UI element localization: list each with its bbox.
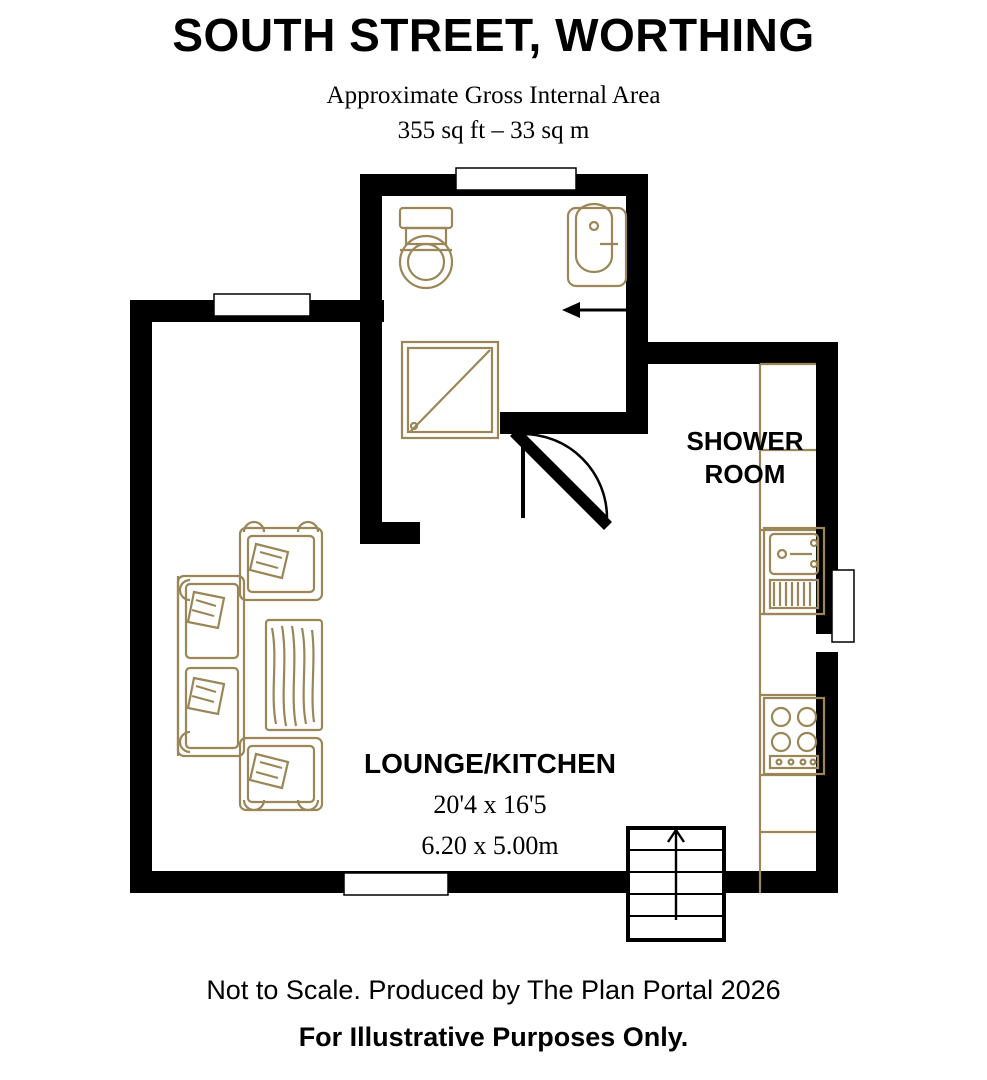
room-label-shower-room-line1: SHOWER bbox=[686, 426, 804, 456]
windows-group bbox=[214, 168, 854, 895]
floorplan-drawing bbox=[0, 160, 987, 960]
room-dimensions-imperial: 20'4 x 16'5 bbox=[433, 790, 547, 819]
room-label-shower-room-line2: ROOM bbox=[704, 458, 786, 489]
sofa-icon bbox=[178, 576, 244, 756]
shower-room-fixtures bbox=[400, 204, 626, 438]
door-swing-icon bbox=[510, 428, 612, 530]
walls-group bbox=[130, 174, 838, 893]
room-label-shower-room bbox=[620, 425, 870, 490]
room-label-lounge-kitchen: LOUNGE/KITCHEN bbox=[364, 748, 616, 779]
sink-icon bbox=[764, 528, 824, 614]
armchair-icon bbox=[240, 522, 322, 600]
footer-disclaimer: Not to Scale. Produced by The Plan Portal 2026 bbox=[206, 975, 781, 1005]
coffee-table-icon bbox=[266, 620, 322, 730]
shower-room-pointer-arrow bbox=[562, 302, 636, 318]
wall-main-right-lower bbox=[816, 652, 838, 893]
wall-shower-right bbox=[626, 174, 648, 434]
toilet-icon bbox=[400, 208, 452, 288]
basin-icon bbox=[568, 204, 626, 286]
hob-icon bbox=[764, 698, 824, 774]
window-lounge-right bbox=[832, 570, 854, 642]
footer-illustrative-note: For Illustrative Purposes Only. bbox=[298, 1022, 689, 1052]
wall-main-top-right bbox=[626, 342, 838, 364]
window-lounge-bottom bbox=[344, 873, 448, 895]
room-dimensions-metric: 6.20 x 5.00m bbox=[421, 831, 559, 860]
wall-main-bottom bbox=[130, 871, 838, 893]
area-value: 355 sq ft – 33 sq m bbox=[397, 117, 590, 144]
wall-main-left bbox=[130, 300, 152, 893]
wall-partition-left bbox=[360, 300, 382, 544]
window-lounge-top bbox=[214, 294, 310, 316]
area-caption: Approximate Gross Internal Area bbox=[326, 82, 661, 109]
shower-tray-icon bbox=[402, 342, 498, 438]
page-title: SOUTH STREET, WORTHING bbox=[172, 9, 815, 61]
window-shower-top bbox=[456, 168, 576, 190]
